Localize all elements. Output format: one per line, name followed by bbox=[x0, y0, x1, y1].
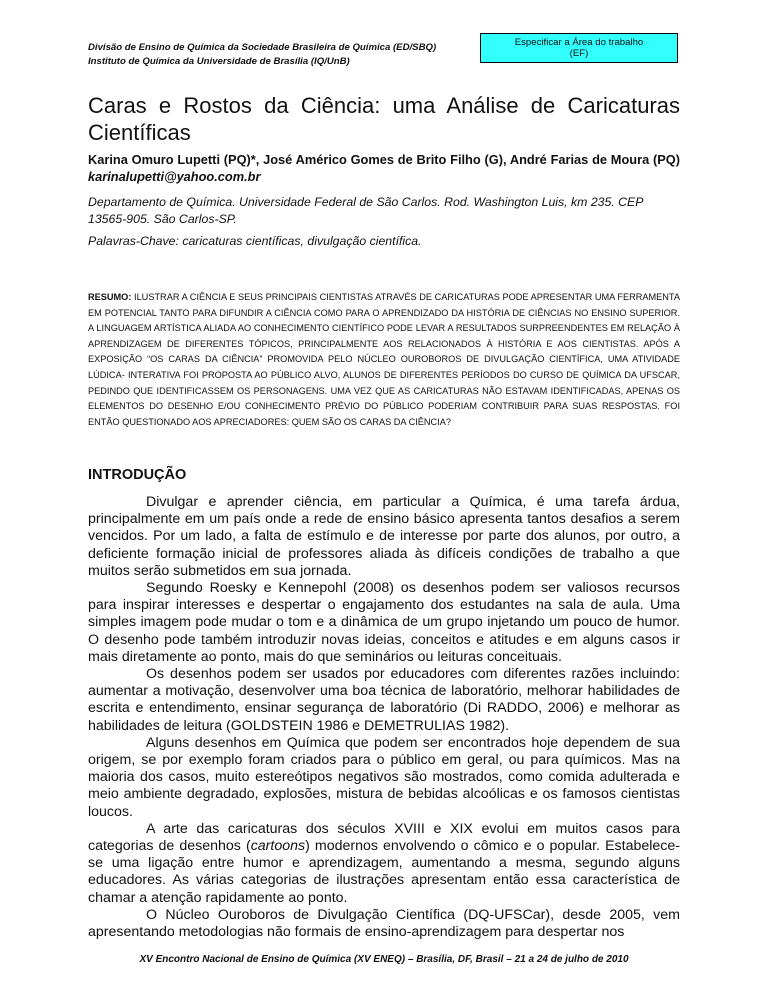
paragraph-5 bbox=[88, 821, 680, 907]
page-footer: XV Encontro Nacional de Ensino de Química (XV ENEQ) – Brasília, DF, Brasil – 21 a 24 de julho de 2010 bbox=[139, 954, 629, 965]
section-heading-introduction: INTRODUÇÃO bbox=[88, 467, 187, 483]
affiliation: Departamento de Química. Universidade Federal de São Carlos. Rod. Washington Luis, km 235. CEP 13565-905. São Carlos-SP. bbox=[88, 195, 644, 226]
institution-header bbox=[88, 41, 488, 69]
paragraph-5-end: ) modernos envolvendo o cômico e o popular. Estabelece-se uma ligação entre humor e aprendizagem, aumentando a mesma, segundo alguns educadores. As várias categorias de ilustrações apresentam então essa característica de chamar a atenção rapidamente ao ponto. bbox=[88, 838, 681, 906]
paragraph-1: Divulgar e aprender ciência, em particular a Química, é uma tarefa árdua, principalmente em um país onde a rede de ensino básico apresenta tantos desafios a serem vencidos. Por um lado, a falta de estímulo e de interesse por parte dos alunos, por outro, a deficiente formação inicial de professores aliada às difíceis condições de trabalho a que muitos serão submetidos em sua jornada. bbox=[88, 494, 680, 579]
keywords: Palavras-Chave: caricaturas científicas, divulgação científica. bbox=[88, 234, 422, 248]
paragraph-4: Alguns desenhos em Química que podem ser encontrados hoje dependem de sua origem, se por exemplo foram criados para o público em geral, ou para químicos. Mas na maioria dos casos, muito estereótipos negativos são mostrados, como comida adulterada e meio ambiente degradado, explosões, mistura de bebidas alcoólicas e os famosos cientistas loucos. bbox=[88, 734, 680, 820]
abstract-label: RESUMO: bbox=[88, 292, 132, 302]
abstract bbox=[88, 290, 680, 430]
paragraph-5-emphasis: cartoons bbox=[250, 838, 306, 855]
header-line-institute: Instituto de Química da Universidade de Brasília (IQ/UnB) bbox=[88, 56, 350, 67]
introduction-body bbox=[88, 494, 680, 941]
paragraph-3: Os desenhos podem ser usados por educadores com diferentes razões incluindo: aumentar a motivação, desenvolver uma boa técnica de laboratório, melhorar habilidades de escrita e entendimento, ensinar segurança de laboratório (Di RADDO, 2006) e melhorar as habilidades de leitura (GOLDSTEIN 1986 e DEMETRULIAS 1982). bbox=[88, 666, 680, 734]
authors bbox=[88, 151, 680, 185]
work-area-box bbox=[480, 33, 678, 63]
header-line-division: Divisão de Ensino de Química da Sociedade Brasileira de Química (ED/SBQ) bbox=[88, 42, 437, 53]
work-area-code: (EF) bbox=[569, 48, 589, 59]
author-email: karinalupetti@yahoo.com.br bbox=[88, 169, 261, 184]
abstract-text: ILUSTRAR A CIÊNCIA E SEUS PRINCIPAIS CIENTISTAS ATRAVÉS DE CARICATURAS PODE APRESENTAR UMA FERRAMENTA EM POTENCIAL TANTO PARA DIFUNDIR A CIÊNCIA COMO PARA O APRENDIZADO DA HISTÓRIA DE CIÊNCIAS NO ENSINO SUPERIOR. A LINGUAGEM ARTÍSTICA ALIADA AO CONHECIMENTO CIENTÍFICO PODE LEVAR A RESULTADOS SURPREENDENTES EM RELAÇÃO À APRENDIZAGEM DE DIFERENTES TÓPICOS, PRINCIPALMENTE AOS RELACIONADOS À HISTÓRIA E AOS CIENTISTAS. APÓS A EXPOSIÇÃO “OS CARAS DA CIÊNCIA” PROMOVIDA PELO NÚCLEO OUROBOROS DE DIVULGAÇÃO CIENTÍFICA, UMA ATIVIDADE LÚDICA- INTERATIVA FOI PROPOSTA AO PÚBLICO ALVO, ALUNOS DE DIFERENTES PERÍODOS DO CURSO DE QUÍMICA DA UFSCAR, PEDINDO QUE IDENTIFICASSEM OS PERSONAGENS. UMA VEZ QUE AS CARICATURAS NÃO ESTAVAM IDENTIFICADAS, APENAS OS ELEMENTOS DO DESENHO E/OU CONHECIMENTO PRÉVIO DO PÚBLICO PODERIAM CONTRIBUIR PARA SUAS RESPOSTAS. FOI ENTÃO QUESTIONADO AOS APRECIADORES: QUEM SÃO OS CARAS DA CIÊNCIA? bbox=[88, 292, 680, 427]
paragraph-5-start: A arte das caricaturas dos séculos XVIII e XIX evolui em muitos casos para categorias de desenhos ( bbox=[88, 820, 680, 855]
work-area-label: Especificar a Área do trabalho bbox=[514, 37, 644, 48]
paragraph-2: Segundo Roesky e Kennepohl (2008) os desenhos podem ser valiosos recursos para inspirar interesses e despertar o engajamento dos estudantes na sala de aula. Uma simples imagem pode mudar o tom e a dinâmica de um grupo injetando um pouco de humor. O desenho pode também introduzir novas ideias, conceitos e atitudes e em alguns casos ir mais diretamente ao ponto, mais do que seminários ou leituras conceituais. bbox=[88, 580, 680, 665]
paper-title: Caras e Rostos da Ciência: uma Análise de Caricaturas Científicas bbox=[88, 93, 680, 145]
author-names: Karina Omuro Lupetti (PQ)*, José Américo Gomes de Brito Filho (G), André Farias de Moura (PQ) bbox=[88, 152, 680, 167]
paragraph-6: O Núcleo Ouroboros de Divulgação Científica (DQ-UFSCar), desde 2005, vem apresentando metodologias não formais de ensino-aprendizagem para despertar nos bbox=[88, 906, 680, 941]
